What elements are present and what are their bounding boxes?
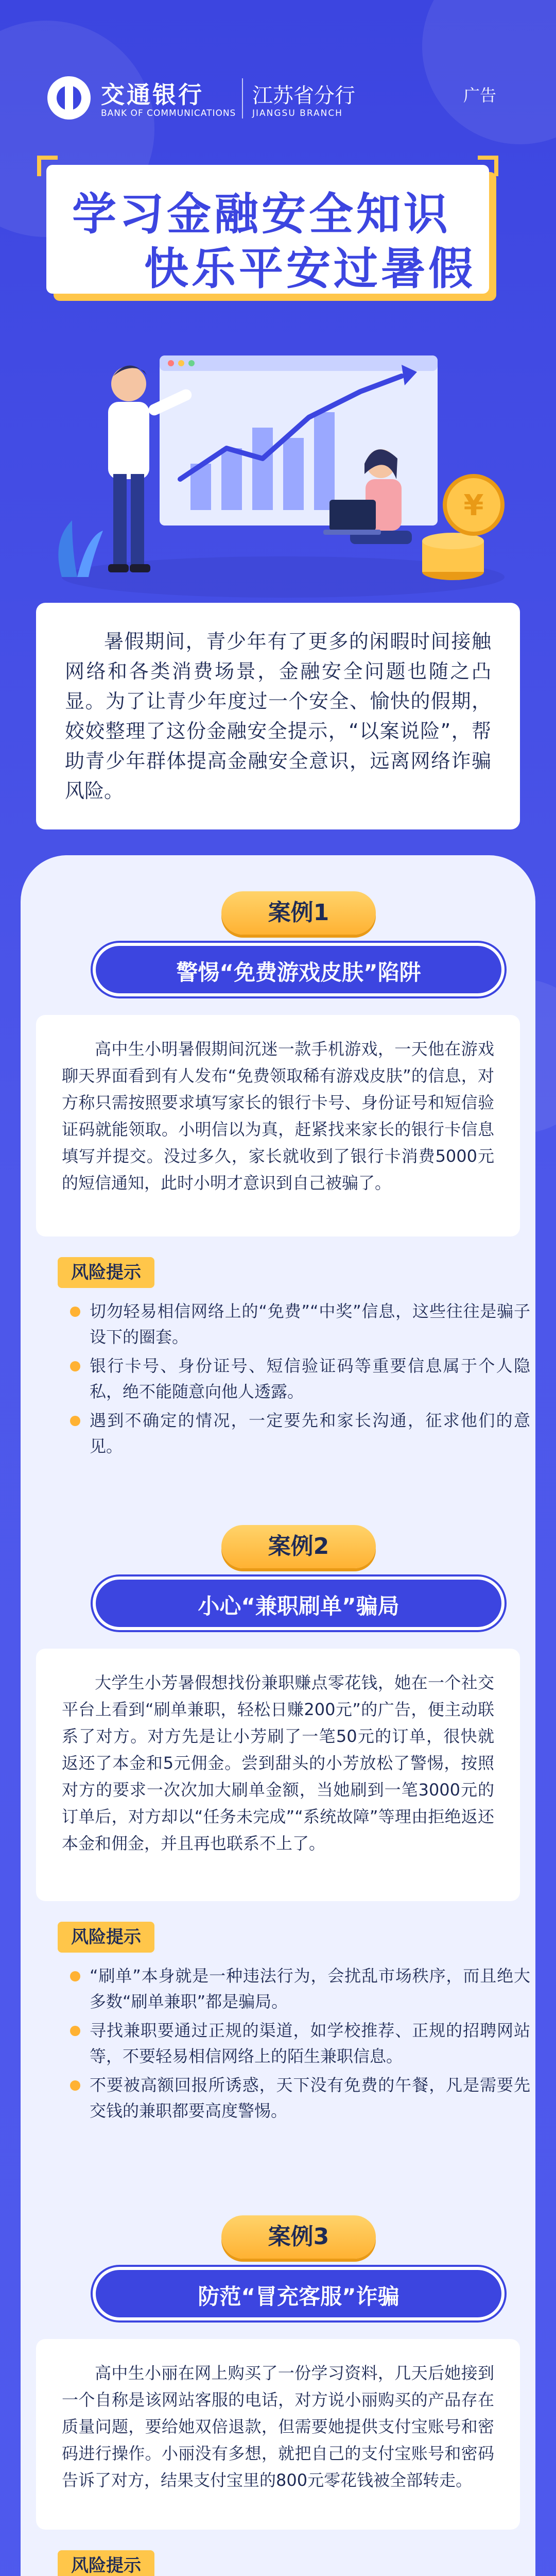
case-tag-2: 案例2 (221, 1525, 376, 1568)
case-story-3: 高中生小丽在网上购买了一份学习资料，几天后她接到一个自称是该网站客服的电话，对方说小丽购买的产品存在质量问题，要给她双倍退款，但需要她提供支付宝账号和密码进行操作。小丽没有多想，就把自己的支付宝账号和密码告诉了对方，结果支付宝里的800元零花钱被全部转走。 (62, 2363, 494, 2490)
corner-bracket-icon (478, 156, 498, 176)
page-title-line1: 学习金融安全知识 (72, 189, 451, 240)
case-title-3: 防范“冒充客服”诈骗 (93, 2267, 505, 2320)
case-story-2: 大学生小芳暑假想找份兼职赚点零花钱，她在一个社交平台上看到“刷单兼职，轻松日赚200元”的广告，便主动联系了对方。对方先是让小芳刷了一笔50元的订单，很快就返还了本金和5元佣金。尝到甜头的小芳放松了警惕，按照对方的要求一次次加大刷单金额，当她刷到一笔3000元的订单后，对方却以“任务未完成”“系统故障”等理由拒绝返还本金和佣金，并且再也联系不上了。 (62, 1673, 494, 1853)
case-title-2: 小心“兼职刷单”骗局 (93, 1577, 505, 1630)
risk-tip-item: 遇到不确定的情况，一定要先和家长沟通，征求他们的意见。 (67, 1408, 530, 1459)
case-story-1: 高中生小明暑假期间沉迷一款手机游戏，一天他在游戏聊天界面看到有人发布“免费领取稀有游戏皮肤”的信息，对方称只需按照要求填写家长的银行卡号、身份证号和短信验证码就能领取。小明信以为真，赶紧找来家长的银行卡信息填写并提交。没过多久，家长就收到了银行卡消费5000元的短信通知，此时小明才意识到自己被骗了。 (62, 1039, 494, 1193)
bank-logo-icon (47, 76, 91, 120)
risk-tip-item: 银行卡号、身份证号、短信验证码等重要信息属于个人隐私，绝不能随意向他人透露。 (67, 1353, 530, 1404)
case-title-1: 警惕“免费游戏皮肤”陷阱 (93, 943, 505, 996)
bank-name-en: BANK OF COMMUNICATIONS (101, 108, 236, 118)
risk-tip-item: 切勿轻易相信网络上的“免费”“中奖”信息，这些往往是骗子设下的圈套。 (67, 1298, 530, 1350)
ad-label: 广告 (463, 86, 497, 105)
page-title-line2: 快乐平安过暑假 (144, 243, 476, 295)
cases-container (21, 855, 535, 2576)
risk-tip-list-1 (67, 1298, 530, 1462)
risk-tip-item: 不要被高额回报所诱惑，天下没有免费的午餐，凡是需要先交钱的兼职都要高度警惕。 (67, 2072, 530, 2124)
case-tag-1: 案例1 (221, 891, 376, 935)
risk-tip-list-2 (67, 1963, 530, 2127)
plant-icon (58, 520, 77, 577)
bank-name-cn: 交通银行 (101, 81, 204, 109)
svg-text:¥: ¥ (463, 489, 484, 522)
risk-tip-label-2: 风险提示 (58, 1922, 154, 1953)
case-story-card-1 (36, 1015, 520, 1236)
title-banner (46, 165, 510, 299)
branch-name-en: JIANGSU BRANCH (252, 108, 343, 118)
hero-illustration (41, 335, 515, 603)
intro-text: 暑假期间，青少年有了更多的闲暇时间接触网络和各类消费场景，金融安全问题也随之凸显。为了让青少年度过一个安全、愉快的假期，姣姣整理了这份金融安全提示，“以案说险”，帮助青少年群体提高金融安全意识，远离网络诈骗风险。 (65, 630, 491, 802)
intro-card (36, 603, 520, 829)
risk-tip-label-1: 风险提示 (58, 1257, 154, 1288)
header (0, 0, 556, 118)
case-tag-3: 案例3 (221, 2215, 376, 2259)
risk-tip-item: 寻找兼职要通过正规的渠道，如学校推荐、正规的招聘网站等，不要轻易相信网络上的陌生兼职信息。 (67, 2018, 530, 2069)
corner-bracket-icon (37, 156, 58, 176)
risk-tip-label-3: 风险提示 (58, 2550, 154, 2576)
branch-name-cn: 江苏省分行 (252, 84, 355, 108)
header-divider (242, 78, 243, 118)
risk-tip-item: “刷单”本身就是一种违法行为，会扰乱市场秩序，而且绝大多数“刷单兼职”都是骗局。 (67, 1963, 530, 2014)
case-story-card-3 (36, 2339, 520, 2530)
case-story-card-2 (36, 1649, 520, 1901)
